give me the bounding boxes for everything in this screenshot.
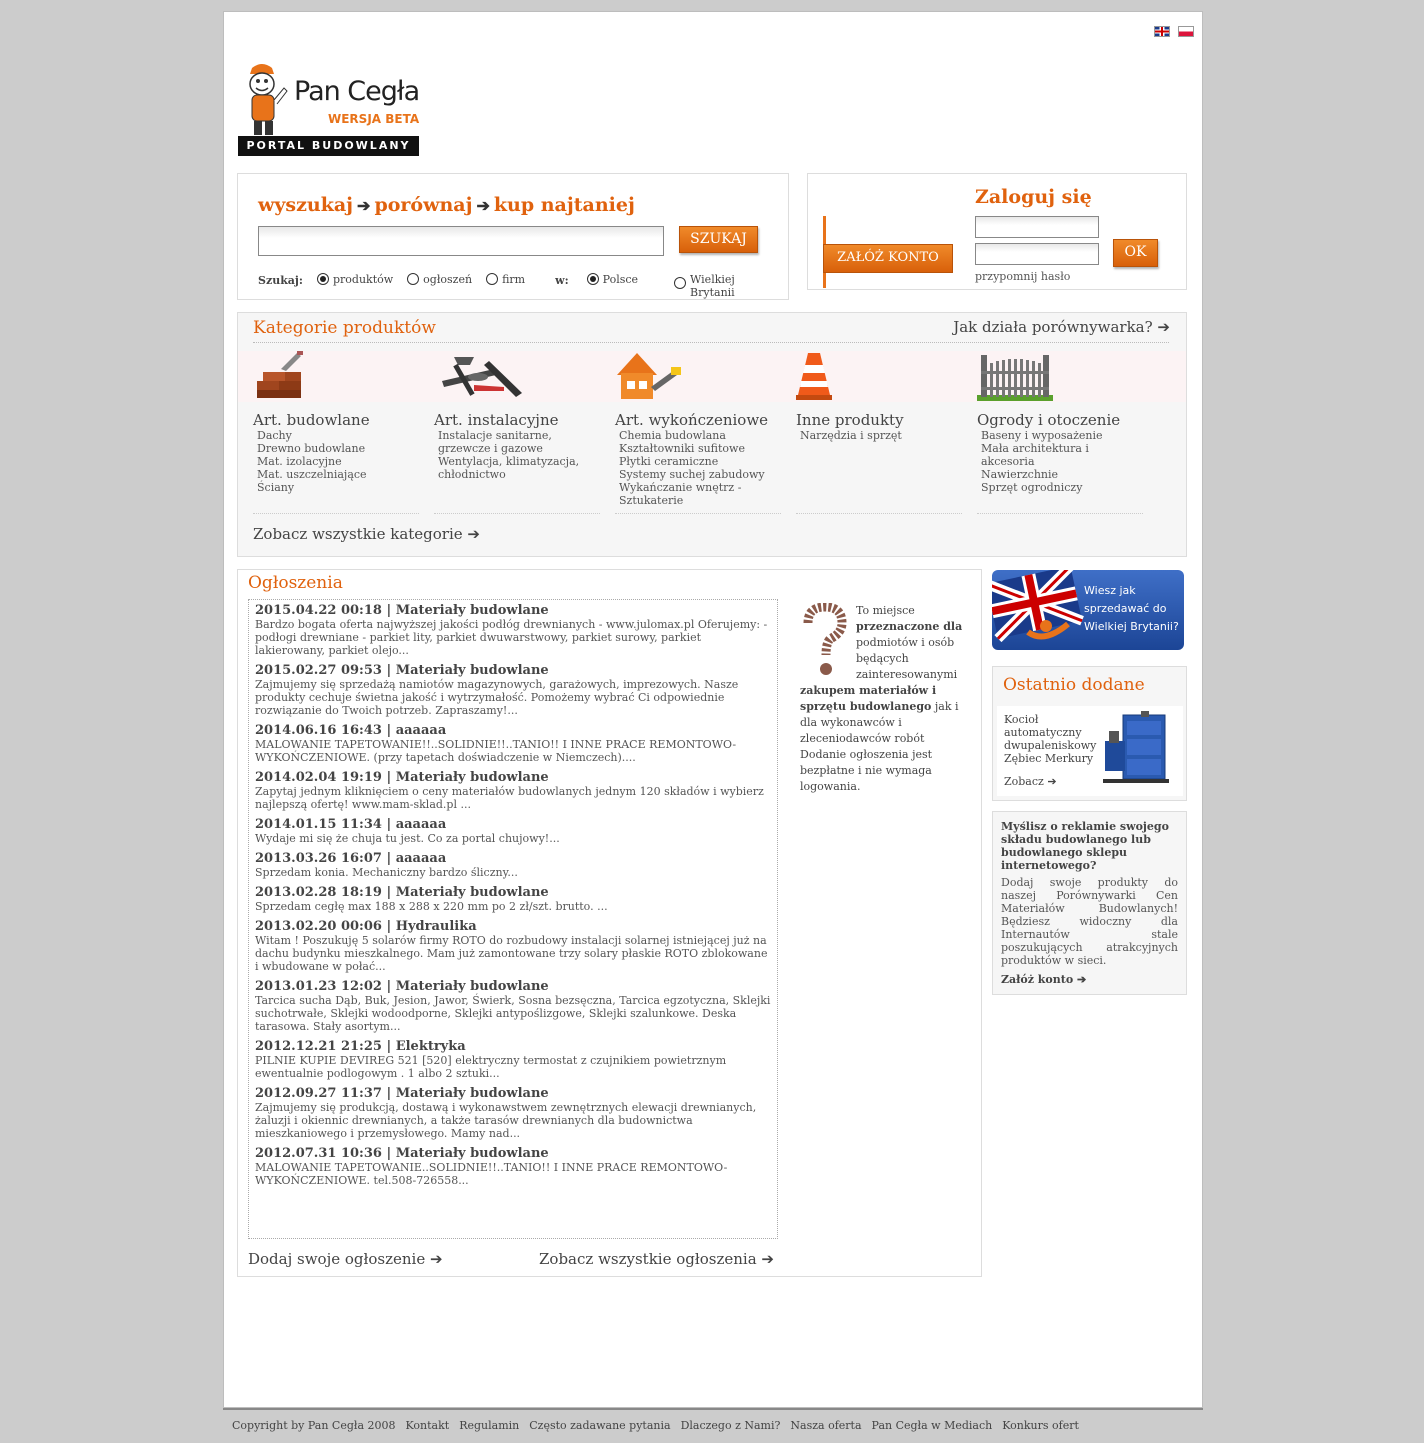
ad-heading[interactable]: 2014.06.16 16:43 | aaaaaa bbox=[255, 723, 447, 738]
footer-link-contact[interactable]: Kontakt bbox=[405, 1419, 450, 1432]
footer-link-offer[interactable]: Nasza oferta bbox=[790, 1419, 862, 1432]
category-subs bbox=[253, 429, 419, 494]
promo-question: Myślisz o reklamie swojego składu budowlanego lub budowlanego sklepu internetowego? bbox=[1001, 820, 1169, 872]
remind-password-link[interactable]: przypomnij hasło bbox=[975, 270, 1071, 283]
ad-item[interactable] bbox=[255, 1086, 771, 1140]
ad-text: MALOWANIE TAPETOWANIE..SOLIDNIE!!..TANIO!! I INNE PRACE REMONTOWO-WYKOŃCZENIOWE. tel.508-726558... bbox=[255, 1161, 728, 1187]
recent-item-name[interactable]: Kocioł automatyczny dwupaleniskowy Zębiec Merkury bbox=[1004, 713, 1097, 765]
subcategory-link[interactable]: Sprzęt ogrodniczy bbox=[981, 481, 1083, 494]
polish-flag-icon[interactable] bbox=[1178, 26, 1194, 37]
boiler-image bbox=[1101, 711, 1173, 787]
info-text: jak i dla wykonawców i zleceniodawców robót Dodanie ogłoszenia jest bezpłatne i nie wymaga logowania. bbox=[800, 700, 959, 793]
footer-link-why-us[interactable]: Dlaczego z Nami? bbox=[680, 1419, 781, 1432]
subcategory-link[interactable]: grzewcze i gazowe bbox=[438, 442, 543, 455]
login-title: Zaloguj się bbox=[975, 186, 1092, 208]
add-ad-link[interactable]: Dodaj swoje ogłoszenie ➔ bbox=[248, 1250, 443, 1268]
ad-item[interactable] bbox=[255, 919, 771, 973]
ad-item[interactable] bbox=[255, 723, 771, 764]
login-panel bbox=[807, 173, 1187, 290]
language-switcher bbox=[1154, 26, 1194, 37]
divider bbox=[796, 513, 962, 514]
info-emphasis: zakupem materiałów i sprzętu budowlanego bbox=[800, 684, 937, 713]
radio-poland[interactable] bbox=[587, 270, 638, 286]
traffic-cone-icon bbox=[796, 351, 896, 401]
subcategory-link[interactable]: Kształtowniki sufitowe bbox=[619, 442, 745, 455]
recent-panel bbox=[992, 666, 1187, 801]
ad-heading[interactable]: 2014.01.15 11:34 | aaaaaa bbox=[255, 817, 447, 832]
category-subs bbox=[796, 429, 962, 442]
fence-icon bbox=[977, 351, 1077, 401]
ad-item[interactable] bbox=[255, 663, 771, 717]
ads-title: Ogłoszenia bbox=[248, 573, 343, 593]
category-name: Art. wykończeniowe bbox=[615, 411, 769, 429]
subcategory-link[interactable]: Mat. uszczelniające bbox=[257, 468, 367, 481]
ad-item[interactable] bbox=[255, 603, 771, 657]
info-text: podmiotów i osób będących zainteresowanymi bbox=[856, 636, 958, 681]
category-subs bbox=[977, 429, 1143, 494]
ad-text: MALOWANIE TAPETOWANIE!!..SOLIDNIE!!..TANIO!! I INNE PRACE REMONTOWO-WYKOŃCZENIOWE. (przy tapetach doświadczenie w Niemczech).... bbox=[255, 738, 737, 764]
ad-text: Zajmujemy się produkcją, dostawą i wykonawstwem zewnętrznych elewacji drewnianych, żaluzji i okiennic drewnianych, a także tarasów drewnianych dla budownictwa mieszkaniowego i przemysłowego. Mamy nad... bbox=[255, 1101, 757, 1140]
login-username-field[interactable] bbox=[975, 216, 1099, 238]
mascot-icon bbox=[238, 60, 293, 138]
search-input[interactable] bbox=[258, 226, 664, 256]
info-text: To miejsce bbox=[856, 604, 915, 617]
subcategory-link[interactable]: akcesoria bbox=[981, 455, 1035, 468]
question-mark-icon bbox=[800, 603, 850, 679]
category-name: Art. instalacyjne bbox=[434, 411, 559, 429]
radio-dot[interactable] bbox=[317, 273, 329, 285]
category-name: Ogrody i otoczenie bbox=[977, 411, 1121, 429]
register-button[interactable]: ZAŁÓŻ KONTO bbox=[823, 244, 953, 273]
ad-heading[interactable]: 2013.02.20 00:06 | Hydraulika bbox=[255, 919, 477, 934]
ad-item[interactable] bbox=[255, 885, 771, 913]
ad-text: Sprzedam cegłę max 188 x 288 x 220 mm po 2 zł/szt. brutto. ... bbox=[255, 900, 608, 913]
house-paint-icon bbox=[615, 351, 715, 401]
bricks-icon bbox=[253, 351, 353, 401]
category-subs bbox=[434, 429, 600, 481]
recent-title: Ostatnio dodane bbox=[1003, 675, 1145, 695]
footer bbox=[232, 1419, 1079, 1432]
tagline-step-compare: porównaj bbox=[374, 194, 473, 216]
footer-link-media[interactable]: Pan Cegła w Mediach bbox=[871, 1419, 993, 1432]
arrow-right-icon: ➔ bbox=[476, 196, 490, 215]
category-subs bbox=[615, 429, 781, 507]
arrow-right-icon: ➔ bbox=[357, 196, 371, 215]
recent-more-link[interactable]: Zobacz ➔ bbox=[1004, 775, 1057, 788]
subcategory-link[interactable]: Płytki ceramiczne bbox=[619, 455, 719, 468]
category-garden[interactable] bbox=[977, 351, 1143, 494]
radio-dot[interactable] bbox=[587, 273, 599, 285]
radio-great-britain[interactable] bbox=[674, 270, 745, 299]
ad-heading[interactable]: 2012.09.27 11:37 | Materiały budowlane bbox=[255, 1086, 549, 1101]
category-installation[interactable] bbox=[434, 351, 600, 481]
divider bbox=[977, 513, 1143, 514]
english-flag-icon[interactable] bbox=[1154, 26, 1170, 37]
ad-heading[interactable]: 2013.03.26 16:07 | aaaaaa bbox=[255, 851, 447, 866]
create-account-link[interactable]: Załóż konto ➔ bbox=[1001, 973, 1087, 986]
ad-item[interactable] bbox=[255, 770, 771, 811]
subcategory-link[interactable]: chłodnictwo bbox=[438, 468, 506, 481]
search-panel bbox=[237, 173, 789, 300]
ad-item[interactable] bbox=[255, 1146, 771, 1187]
subcategory-link[interactable]: Dachy bbox=[257, 429, 292, 442]
divider bbox=[253, 513, 419, 514]
subcategory-link[interactable]: Wentylacja, klimatyzacja, bbox=[438, 455, 580, 468]
page-container bbox=[223, 11, 1203, 1408]
subcategory-link[interactable]: Sztukaterie bbox=[619, 494, 684, 507]
login-password-field[interactable] bbox=[975, 243, 1099, 265]
region-label: w: bbox=[555, 274, 569, 287]
ad-item[interactable] bbox=[255, 1039, 771, 1080]
category-other[interactable] bbox=[796, 351, 962, 442]
footer-divider bbox=[223, 1408, 1203, 1410]
beta-label: WERSJA BETA bbox=[328, 112, 420, 126]
ad-heading[interactable]: 2012.07.31 10:36 | Materiały budowlane bbox=[255, 1146, 549, 1161]
category-name: Inne produkty bbox=[796, 411, 904, 429]
radio-dot[interactable] bbox=[407, 273, 419, 285]
category-building[interactable] bbox=[253, 351, 419, 494]
how-it-works-link[interactable]: Jak działa porównywarka? ➔ bbox=[953, 318, 1170, 336]
tools-icon bbox=[434, 351, 534, 401]
subcategory-link[interactable]: Chemia budowlana bbox=[619, 429, 726, 442]
subcategory-link[interactable]: Baseny i wyposażenie bbox=[981, 429, 1103, 442]
copyright: Copyright by Pan Cegła 2008 bbox=[232, 1419, 396, 1432]
radio-products[interactable] bbox=[317, 270, 393, 286]
radio-dot[interactable] bbox=[674, 277, 686, 289]
subcategory-link[interactable]: Wykańczanie wnętrz - bbox=[619, 481, 742, 494]
subcategory-link[interactable]: Mała architektura i bbox=[981, 442, 1089, 455]
subcategory-link[interactable]: Mat. izolacyjne bbox=[257, 455, 342, 468]
subcategory-link[interactable]: Drewno budowlane bbox=[257, 442, 366, 455]
ads-list bbox=[248, 599, 778, 1239]
search-options bbox=[258, 270, 759, 299]
ad-heading[interactable]: 2013.01.23 12:02 | Materiały budowlane bbox=[255, 979, 549, 994]
uk-banner-text: Wiesz jak sprzedawać do Wielkiej Brytanii? bbox=[1084, 584, 1179, 633]
subcategory-link[interactable]: Instalacje sanitarne, bbox=[438, 429, 552, 442]
subcategory-link[interactable]: Narzędzia i sprzęt bbox=[800, 429, 902, 442]
search-type-label: Szukaj: bbox=[258, 274, 303, 287]
ad-item[interactable] bbox=[255, 817, 771, 845]
categories-panel bbox=[237, 312, 1187, 557]
subcategory-link[interactable]: Systemy suchej zabudowy bbox=[619, 468, 765, 481]
tagline-step-search: wyszukaj bbox=[258, 194, 354, 216]
ad-text: Sprzedam konia. Mechaniczny bardzo śliczny... bbox=[255, 866, 518, 879]
category-name: Art. budowlane bbox=[253, 411, 370, 429]
ad-text: Tarcica sucha Dąb, Buk, Jesion, Jawor, Świerk, Sosna bezsęczna, Tarcica egzotyczna, Sklejki suchotrwałe, Sklejki wodoodporne, Sklejki antypoślizgowe, Sklejki szalunkowe. Deska tarasowa. Stały asortym... bbox=[255, 994, 771, 1033]
ad-text: Zajmujemy się sprzedażą namiotów magazynowych, garażowych, imprezowych. Nasze produkty cechuje świetna jakość i wytrzymałość. Pomożemy wybrać Ci odpowiednie rozwiązanie do Twoich potrzeb. Zapraszamy!... bbox=[255, 678, 739, 717]
subcategory-link[interactable]: Nawierzchnie bbox=[981, 468, 1059, 481]
search-button[interactable]: SZUKAJ bbox=[679, 226, 758, 253]
ad-text: Witam ! Poszukuję 5 solarów firmy ROTO do rozbudowy instalacji solarnej istniejącej już na dachu budynku mieszkalnego. Mam już zamontowane trzy solary płaskie ROTO zblokowane i wbudowane w połać... bbox=[255, 934, 768, 973]
ad-heading[interactable]: 2015.04.22 00:18 | Materiały budowlane bbox=[255, 603, 549, 618]
ad-item[interactable] bbox=[255, 851, 771, 879]
site-logo[interactable] bbox=[238, 60, 420, 156]
radio-label: Wielkiej Brytanii bbox=[690, 273, 735, 299]
ads-info bbox=[800, 603, 968, 795]
ads-panel bbox=[237, 569, 982, 1277]
radio-label: produktów bbox=[332, 273, 394, 286]
radio-dot[interactable] bbox=[486, 273, 498, 285]
ad-heading[interactable]: 2015.02.27 09:53 | Materiały budowlane bbox=[255, 663, 549, 678]
ad-text: Wydaje mi się że chuja tu jest. Co za portal chujowy!... bbox=[255, 832, 560, 845]
search-tagline bbox=[258, 194, 635, 216]
login-ok-button[interactable]: OK bbox=[1113, 239, 1158, 267]
category-finishing[interactable] bbox=[615, 351, 781, 507]
ad-item[interactable] bbox=[255, 979, 771, 1033]
ad-heading[interactable]: 2013.02.28 18:19 | Materiały budowlane bbox=[255, 885, 549, 900]
recent-item[interactable] bbox=[997, 706, 1183, 796]
info-emphasis: przeznaczone dla bbox=[856, 620, 963, 633]
ad-text: Zapytaj jednym kliknięciem o ceny materiałów budowlanych jednym 120 składów i wybierz najlepszą ofertę! www.mam-sklad.pl ... bbox=[255, 785, 764, 811]
ad-heading[interactable]: 2014.02.04 19:19 | Materiały budowlane bbox=[255, 770, 549, 785]
see-all-categories-link[interactable]: Zobacz wszystkie kategorie ➔ bbox=[253, 525, 480, 543]
radio-label: firm bbox=[502, 273, 526, 286]
radio-ads[interactable] bbox=[407, 270, 472, 286]
divider bbox=[615, 513, 781, 514]
ad-text: Bardzo bogata oferta najwyższej jakości podłóg drewnianych - www.julomax.pl Oferujemy: - podłogi drewniane - parkiet lity, parkiet dwuwarstwowy, parkiet surowy, parkiet lakierowany, parkiet olejo... bbox=[255, 618, 768, 657]
brand-tagline: PORTAL BUDOWLANY bbox=[238, 136, 419, 156]
radio-label: Polsce bbox=[602, 273, 639, 286]
radio-companies[interactable] bbox=[486, 270, 525, 286]
footer-link-terms[interactable]: Regulamin bbox=[459, 1419, 520, 1432]
ad-text: PILNIE KUPIE DEVIREG 521 [520] elektryczny termostat z czujnikiem powietrznym ewentualnie podlogowym . 1 albo 2 sztuki... bbox=[255, 1054, 727, 1080]
radio-label: ogłoszeń bbox=[423, 273, 473, 286]
divider bbox=[253, 342, 1169, 343]
see-all-ads-link[interactable]: Zobacz wszystkie ogłoszenia ➔ bbox=[539, 1250, 774, 1268]
ad-heading[interactable]: 2012.12.21 21:25 | Elektryka bbox=[255, 1039, 466, 1054]
footer-link-contest[interactable]: Konkurs ofert bbox=[1002, 1419, 1079, 1432]
divider bbox=[434, 513, 600, 514]
categories-title: Kategorie produktów bbox=[253, 318, 436, 338]
promo-panel bbox=[992, 811, 1187, 995]
subcategory-link[interactable]: Ściany bbox=[257, 481, 295, 494]
footer-link-faq[interactable]: Często zadawane pytania bbox=[529, 1419, 671, 1432]
promo-text: Dodaj swoje produkty do naszej Porównywarki Cen Materiałów Budowlanych! Będziesz widoczny dla Internautów stale poszukujących atrakcyjnych produktów w sieci. bbox=[1001, 876, 1178, 967]
uk-banner[interactable] bbox=[992, 570, 1184, 650]
uk-flag-icon bbox=[992, 570, 1084, 646]
tagline-step-buy: kup najtaniej bbox=[493, 194, 635, 216]
brand-name: Pan Cegła bbox=[294, 76, 420, 107]
